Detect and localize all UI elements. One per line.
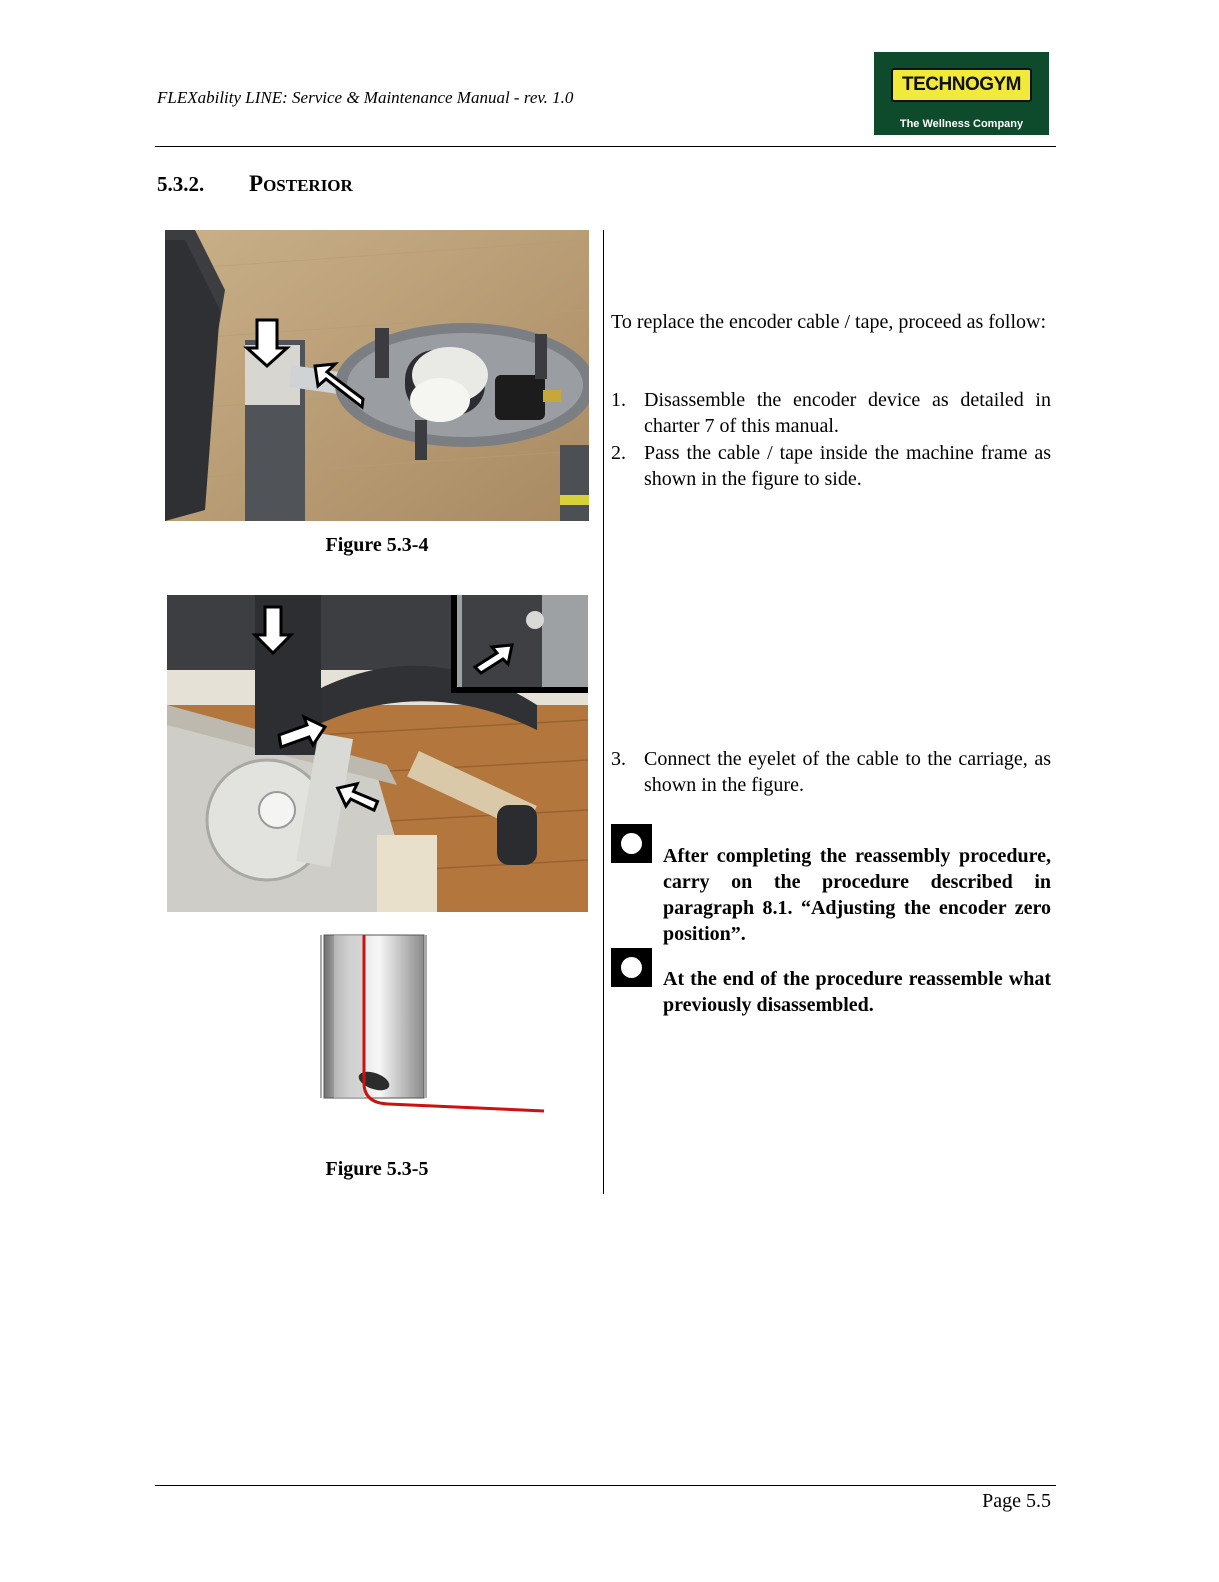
- column-divider: [603, 230, 604, 1194]
- figure-5-3-5-photo: [167, 595, 588, 912]
- footer-rule: [155, 1485, 1056, 1486]
- step-item: [611, 440, 1051, 492]
- step-number: 2.: [611, 442, 626, 464]
- note-text: At the end of the procedure reassemble what previously disassembled.: [663, 968, 1051, 1016]
- step-text: Pass the cable / tape inside the machine frame as shown in the figure to side.: [644, 442, 1051, 490]
- logo-brand-plate: TECHNOGYM: [891, 68, 1032, 102]
- step-item: [611, 746, 1051, 798]
- page-number: Page 5.5: [982, 1490, 1051, 1512]
- note-icon: [611, 948, 652, 987]
- note-text: After completing the reassembly procedure, carry on the procedure described in paragraph 8.1. “Adjusting the encoder zero position”.: [663, 845, 1051, 945]
- header-rule: [155, 146, 1056, 147]
- figure-5-3-4-caption: Figure 5.3-4: [325, 534, 429, 556]
- logo-tagline: The Wellness Company: [899, 118, 1024, 130]
- document-header-title: FLEXability LINE: Service & Maintenance Manual - rev. 1.0: [157, 88, 574, 107]
- section-heading: [157, 171, 353, 197]
- note-icon: [611, 824, 652, 863]
- step-text: Connect the eyelet of the cable to the carriage, as shown in the figure.: [644, 748, 1051, 796]
- section-number: 5.3.2.: [157, 172, 205, 196]
- figure-5-3-4-photo: [165, 230, 589, 521]
- step-text: Disassemble the encoder device as detailed in charter 7 of this manual.: [644, 389, 1051, 437]
- step-item: [611, 387, 1051, 439]
- figure-5-3-5-cable-diagram: [318, 933, 550, 1118]
- step-number: 3.: [611, 748, 626, 770]
- step-number: 1.: [611, 389, 626, 411]
- figure-5-3-5-caption: Figure 5.3-5: [325, 1158, 429, 1180]
- intro-paragraph: To replace the encoder cable / tape, proceed as follow:: [611, 311, 1047, 333]
- section-title-initial: P: [249, 171, 264, 196]
- technogym-logo: [874, 52, 1049, 135]
- section-title-rest: OSTERIOR: [263, 176, 353, 195]
